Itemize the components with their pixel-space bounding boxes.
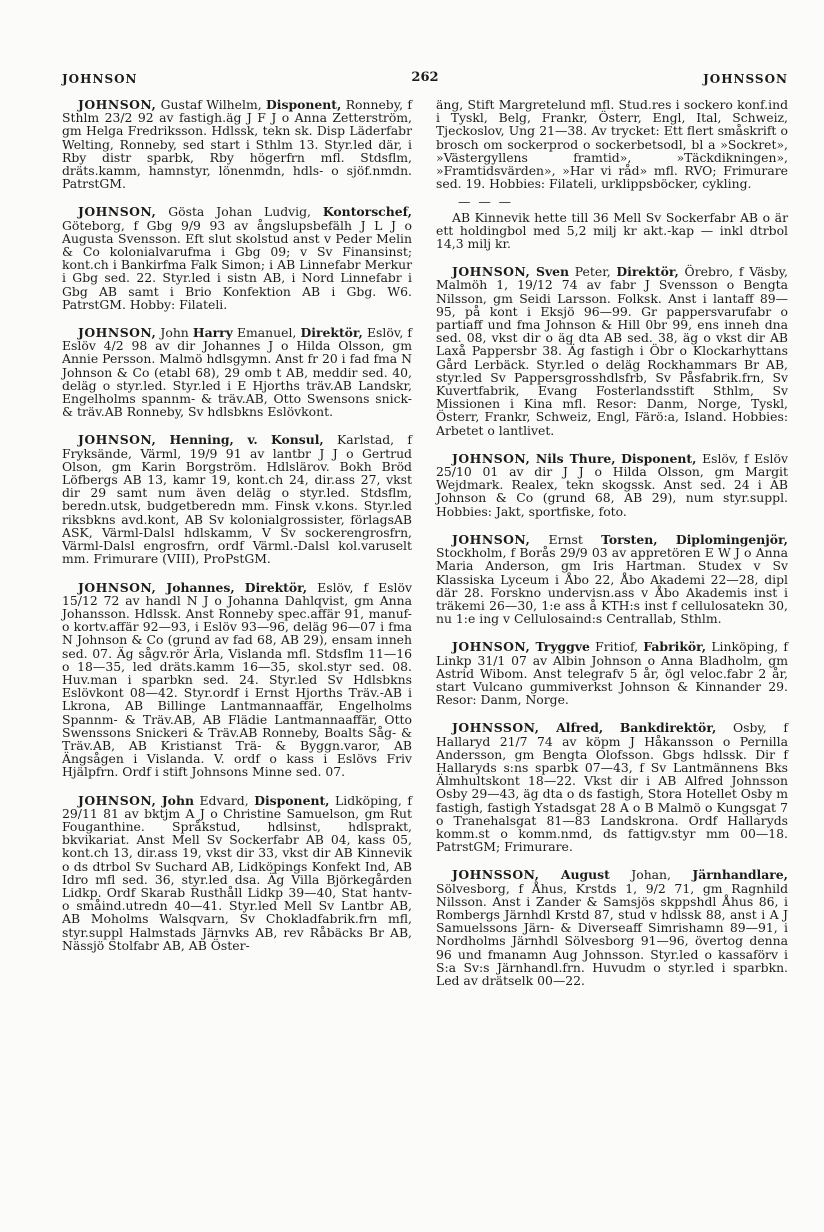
running-head-right: JOHNSSON xyxy=(703,72,788,86)
entry-surname: JOHNSON, xyxy=(78,432,157,448)
biography-entry xyxy=(62,581,412,779)
entry-given-names: August Johan, xyxy=(560,867,671,883)
entry-text: Eslöv, f Eslöv 25/10 01 av dir J J o Hilda Olsson, gm Margit Wejdmark. Realex, tekn skogssk. Anst sed. 24 i AB Johnson & Co (grund 68, AB 29), num styr.suppl. Hobbies: Jakt, sportfiske, foto. xyxy=(436,450,788,519)
entry-surname: JOHNSSON, xyxy=(452,867,540,883)
entry-surname: JOHNSON, xyxy=(452,264,531,280)
entry-title: Fabrikör, xyxy=(643,639,707,655)
entry-surname: JOHNSON, xyxy=(78,579,157,595)
entry-title: Direktör, xyxy=(244,579,308,595)
entry-text: Ronneby, f Sthlm 23/2 92 av fastigh.äg J F J o Anna Zetterström, gm Helga Fredriksson. Hdlssk, tekn sk. Disp Läderfabr Welting, Ronneby, sed start i Sthlm 13. Styr.led där, i Rby distr sparbk, Rby högerfrn mfl. Stdsflm, dräts.kamm, hamnstyr, lönenmdn, hdls- o sjöf.nmdn. PatrstGM. xyxy=(62,97,412,192)
entry-given-names: Alfred, xyxy=(556,720,604,736)
entry-surname: JOHNSON, xyxy=(78,325,157,341)
entry-text: Göteborg, f Gbg 9/9 93 av ångslupsbefälh J L J o Augusta Svensson. Eft slut skolstud anst v Peder Melin & Co kolonialvarufma i Gbg 09; v Sv Finansinst; kont.ch i Bankirfma Falk Simon; i AB Linnefabr Merkur i Gbg sed. 22. Styr.led i sistn AB, i Nord Linnefabr i Gbg AB samt i Brio Konfektion AB i Gbg. W6. PatrstGM. Hobby: Filateli. xyxy=(62,217,412,312)
biography-entry xyxy=(436,868,788,987)
entry-surname: JOHNSSON, xyxy=(452,720,540,736)
entry-title: Disponent, xyxy=(254,792,330,808)
entry-given-names: Ernst Torsten, xyxy=(548,531,658,547)
biography-entry xyxy=(62,326,412,418)
entry-title: Disponent, xyxy=(266,97,342,112)
entry-text: Stockholm, f Borås 29/9 03 av appretören E W J o Anna Maria Anderson, gm Iris Hartman. Studex v Sv Klassiska Lyceum i Åbo 22, Åbo Akademi 22—28, dipl där 28. Forskno undervisn.ass v Åbo Akademis inst i träkemi 26—30, 1:e ass å KTH:s inst f cellulosatekn 30, nu 1:e ing v Cellulosaind:s Centrallab, Sthlm. xyxy=(436,545,788,627)
biography-entry xyxy=(436,265,788,437)
biography-entry xyxy=(62,205,412,311)
entry-given-names: Gustaf Wilhelm, xyxy=(160,97,262,112)
entry-text: Örebro, f Väsby, Malmöh 1, 19/12 74 av fabr J Svensson o Bengta Nilsson, gm Seidi Larsson. Folksk. Anst i lantaff 89—95, på kont i Eksjö 96—99. Gr pappersvarufabr o partiaff und fma Johnson & Hill 0br 99, ens inneh dna sed. 08, vkst dir o äg dta AB sed. 38, äg o vkst dir AB Laxå Pappersbr 38. Äg fastigh i Öbr o Klockarhyttans Gård Lerbäck. Styr.led o deläg Rockhammars Br AB, styr.led Sv Pappersgrosshdlsfrb, Sv Påsfabrik.frn, Sv Kuvertfabrik, Evang Fosterlandsstift Sthlm, Sv Missionen i Kina mfl. Resor: Danm, Norge, Tyskl, Österr, Frankr, Schweiz, Engl, Färö:a, Island. Hobbies: Arbetet o lantlivet. xyxy=(436,264,788,438)
entry-text: Linköping, f Linkp 31/1 07 av Albin Johnson o Anna Bladholm, gm Astrid Wibom. Anst telegrafv 5 år, ögl veloc.fabr 2 år, start Vulcano gummiverkst Johnson & Kinnander 29. Resor: Danm, Norge. xyxy=(436,639,788,708)
entry-text: Eslöv, f Eslöv 15/12 72 av handl N J o Johanna Dahlqvist, gm Anna Johansson. Hdlssk. Anst Ronneby spec.affär 91, manuf- o kortv.affär 92—93, i Eslöv 93—96, deläg 96—07 i fma N Johnson & Co (grund av fad 68, AB 29), ensam inneh sed. 07. Äg sågv.rör Ärla, Vislanda mfl. Stdsflm 11—16 o 18—35, led dräts.kamm 16—35, skol.styr sed. 08. Huv.man i sparbkn sed. 24. Styr.led Sv Hdlsbkns Eslövkont 08—42. Styr.ordf i Ernst Hjorths Träv.-AB i Lkrona, AB Billinge Lantmannaaffär, Engelholms Spannm- & Träv.AB, AB Flädie Lantmannaaffär, Otto Swenssons Snickeri & Träv.AB Ronneby, Boalts Såg- & Träv.AB, AB Kristianst Trä- & Byggn.varor, AB Ängsågen i Vislanda. V. ordf o kass i Eslövs Friv Hjälpfrn. Ordf i stift Johnsons Minne sed. 07. xyxy=(62,579,412,780)
entry-title: Bankdirektör, xyxy=(619,720,717,736)
entry-given-names: Tryggve Fritiof, xyxy=(535,639,639,655)
entry-given-names: Gösta Johan Ludvig, xyxy=(168,204,311,220)
entry-text: Osby, f Hallaryd 21/7 74 av köpm J Håkansson o Pernilla Andersson, gm Bengta Olofsson. Gbgs hdlssk. Dir f Hallaryds s:ns sparbk 07—43, f Sv Lantmännens Bks Älmhultskont 18—22. Vkst dir i AB Alfred Johnsson Osby 29—43, äg dta o ds fastigh, Stora Hotellet Osby m fastigh, fastigh Ystadsgat 28 A o B Malmö o Kungsgat 7 o Tranehalsgat 81—83 Landskrona. Ordf Hallaryds komm.st o komm.nmd, ds fattigv.styr mm 00—18. PatrstGM; Frimurare. xyxy=(436,720,788,855)
entry-given-names: John Harry Emanuel, xyxy=(160,325,297,341)
page-number: 262 xyxy=(411,70,439,85)
entry-given-names: Johannes, xyxy=(166,579,235,595)
entry-title: Disponent, xyxy=(621,450,697,466)
entry-surname: JOHNSON, xyxy=(78,97,157,112)
entry-surname: JOHNSON, xyxy=(452,450,531,466)
entry-surname: JOHNSON, xyxy=(78,204,157,220)
biography-entry xyxy=(62,433,412,565)
entry-text: Karlstad, f Fryksände, Värml, 19/9 91 av lantbr J J o Gertrud Olson, gm Karin Borgström. Hdlslärov. Bokh Bröd Löfbergs AB 13, kamr 19, kont.ch 24, dir.ass 27, vkst dir 29 samt num även deläg o styr.led. Stdsflm, beredn.utsk, budgetberedn mm. Finsk v.kons. Styr.led riksbkns avd.kont, AB Sv kolonialgrossister, förlagsAB ASK, Värml-Dalsl hdlskamm, V Sv sockerengrosfrn, Värml-Dalsl engrosfrn, ordf Värml.-Dalsl kol.varuselt mm. Frimurare (VIII), ProPstGM. xyxy=(62,432,412,567)
biography-entry xyxy=(436,452,788,518)
entry-text: Eslöv, f Eslöv 4/2 98 av dir Johannes J o Hilda Olsson, gm Annie Persson. Malmö hdlsgymn. Anst fr 20 i fad fma N Johnson & Co (etabl 68), 29 omb t AB, meddir sed. 40, deläg o styr.led. Styr.led i E Hjorths träv.AB Landskr, Engelholms spannm- & träv.AB, Otto Swensons snick- & träv.AB Ronneby, Sv hdlsbkns Eslövkont. xyxy=(62,325,412,420)
left-column xyxy=(62,98,412,967)
entry-given-names: Sven Peter, xyxy=(536,264,611,280)
biography-entry xyxy=(62,794,412,952)
entry-given-names: John Edvard, xyxy=(161,792,249,808)
entry-title: Direktör, xyxy=(616,264,679,280)
right-column xyxy=(436,98,788,1002)
entry-given-names: Nils Thure, xyxy=(535,450,616,466)
entry-surname: JOHNSON, xyxy=(452,639,531,655)
entry-given-names: Henning, v. xyxy=(169,432,258,448)
entry-title: Diplomingenjör, xyxy=(675,531,788,547)
footnote: AB Kinnevik hette till 36 Mell Sv Sockerfabr AB o är ett holdingbol med 5,2 milj kr akt.-kap — inkl dtrbol 14,3 milj kr. xyxy=(436,209,788,252)
entry-surname: JOHNSON, xyxy=(452,531,531,547)
entry-title: Kontorschef, xyxy=(322,204,412,220)
entry-text: Sölvesborg, f Åhus, Krstds 1, 9/2 71, gm Ragnhild Nilsson. Anst i Zander & Samsjös skppshdl Åhus 86, i Rombergs Järnhdl Krstd 87, stud v hdlssk 88, anst i A J Samuelssons Järn- & Diverseaff Simrishamn 89—91, i Nordholms Järnhdl Sölvesborg 91—96, övertog denna 96 und fmanamn Aug Johnsson. Styr.led o kassaförv i S:a Sv:s Järnhandl.frn. Huvudm o styr.led i sparbkn. Led av drätselk 00—22. xyxy=(436,880,788,988)
running-head-left: JOHNSON xyxy=(62,72,138,86)
entry-continuation: äng, Stift Margretelund mfl. Stud.res i sockero konf.ind i Tyskl, Belg, Frankr, Österr, Engl, Ital, Schweiz, Tjeckoslov, Ung 21—38. Av trycket: Ett flert småskrift o brosch om sockerprod o sockerbetsodl, bl a »Sockret», »Västergyllens framtid», »Täckdikningen», »Framtidsvärden», »Har vi råd» mfl. RVO; Frimurare sed. 19. Hobbies: Filateli, urklippsböcker, cykling. xyxy=(436,97,788,192)
entry-text: Lidköping, f 29/11 81 av bktjm A J o Christine Samuelson, gm Rut Fouganthine. Språkstud, hdlsinst, hdlsprakt, bkvikariat. Anst Mell Sv Sockerfabr AB 04, kass 05, kont.ch 13, dir.ass 19, vkst dir 33, vkst dir AB Kinnevik o ds dtrbol Sv Suchard AB, Lidköpings Konfekt Ind, AB Idro mfl sed. 36, styr.led dsa. Äg Villa Björkegården Lidkp. Ordf Skarab Rusthåll Lidkp 39—40, Stat hantv- o småind.utredn 40—41. Styr.led Mell Sv Lantbr AB, AB Moholms Walsqvarn, Sv Chokladfabrik.frn mfl, styr.suppl Halmstads Järnvks AB, rev Råbäcks Br AB, Nässjö Stolfabr AB, AB Öster- xyxy=(62,792,412,953)
biography-entry xyxy=(436,640,788,706)
biography-entry xyxy=(62,98,412,190)
entry-title: Järnhandlare, xyxy=(692,867,788,883)
section-separator: — — — xyxy=(458,194,514,210)
entry-title: Konsul, xyxy=(270,432,324,448)
entry-title: Direktör, xyxy=(300,325,363,341)
entry-surname: JOHNSON, xyxy=(78,792,157,808)
biography-entry xyxy=(436,533,788,625)
biography-entry xyxy=(436,721,788,853)
page-header xyxy=(62,72,788,92)
